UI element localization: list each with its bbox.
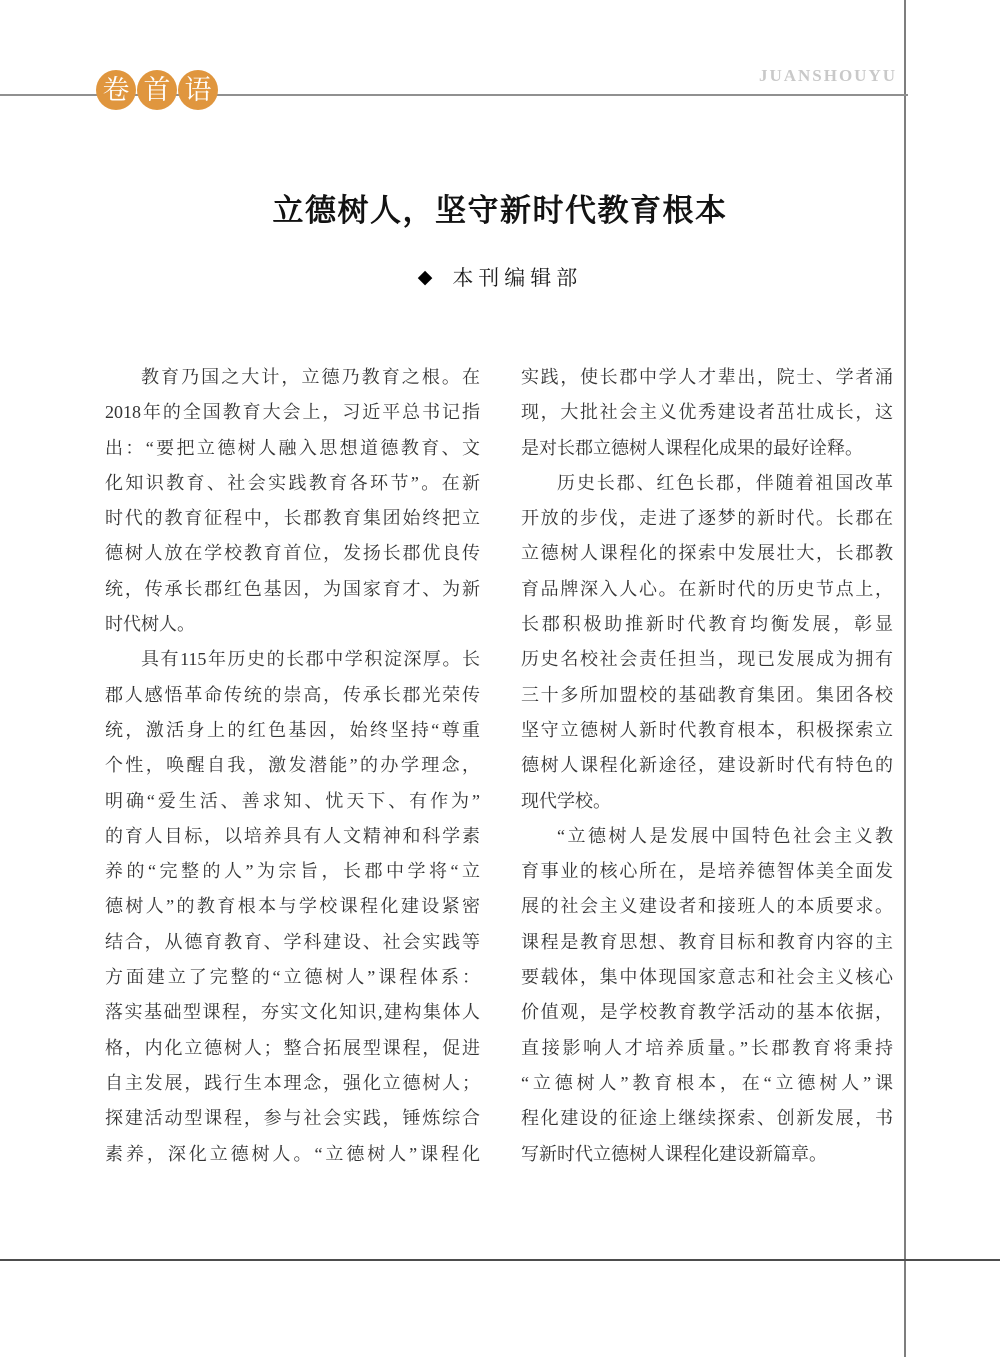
- title-block: [105, 192, 895, 230]
- body-text-line: 现代学校。: [521, 790, 611, 811]
- body-text-line: 教育乃国之大计，立德乃教育之根。在: [141, 367, 480, 387]
- body-text-line: 实践，使长郡中学人才辈出，院士、学者涌: [521, 367, 893, 387]
- body-text-line: 开放的步伐，走进了逐梦的新时代。长郡在: [521, 508, 893, 529]
- body-text-line: 是对长郡立德树人课程化成果的最好诠释。: [521, 437, 863, 458]
- body-text-line: 明确“爱生活、善求知、忧天下、有作为”: [105, 790, 480, 811]
- body-text-line: 自主发展，践行生本理念，强化立德树人；: [105, 1072, 480, 1093]
- body-text-line: 现，大批社会主义优秀建设者茁壮成长，这: [521, 402, 893, 423]
- body-text-line: 落实基础型课程，夯实文化知识,建构集体人: [105, 1002, 480, 1023]
- seal-circle: 语: [178, 70, 218, 110]
- byline: [105, 262, 895, 292]
- body-text-line: 结合，从德育教育、学科建设、社会实践等: [105, 931, 480, 952]
- body-text-line: 价值观，是学校教育教学活动的基本依据，: [521, 1002, 893, 1023]
- body-text-line: 具有115年历史的长郡中学积淀深厚。长: [141, 649, 480, 670]
- body-text-line: 化知识教育、社会实践教育各环节”。在新: [105, 472, 480, 493]
- body-text-line: “立德树人”教育根本，在“立德树人”课: [521, 1072, 893, 1093]
- body-text-line: 要载体，集中体现国家意志和社会主义核心: [521, 967, 893, 988]
- byline-author: 本刊编辑部: [452, 266, 583, 290]
- body-column-right: [521, 360, 893, 1172]
- section-seal-logo: [96, 70, 219, 110]
- body-text-line: 统，激活身上的红色基因，始终坚持“尊重: [105, 719, 480, 740]
- body-text-line: 展的社会主义建设者和接班人的本质要求。: [521, 896, 893, 917]
- body-text-line: 德树人”的教育根本与学校课程化建设紧密: [105, 896, 480, 917]
- bottom-rule: [0, 1259, 1000, 1261]
- body-text-line: “立德树人是发展中国特色社会主义教: [557, 825, 893, 846]
- body-text-line: 德树人课程化新途径，建设新时代有特色的: [521, 755, 893, 776]
- seal-circle: 卷: [96, 70, 136, 110]
- body-text-line: 育品牌深入人心。在新时代的历史节点上，: [521, 578, 893, 599]
- journal-name-latin: JUANSHOUYU: [758, 66, 897, 85]
- body-text-line: 方面建立了完整的“立德树人”课程体系：: [105, 967, 480, 988]
- body-text-line: 时代树人。: [105, 614, 195, 635]
- seal-circle: 首: [137, 70, 177, 110]
- body-text-line: 历史名校社会责任担当，现已发展成为拥有: [521, 649, 893, 670]
- body-text: [105, 360, 893, 1172]
- body-text-line: 课程是教育思想、教育目标和教育内容的主: [521, 931, 893, 952]
- body-text-line: 历史长郡、红色长郡，伴随着祖国改革: [557, 472, 893, 493]
- body-text-line: 出：“要把立德树人融入思想道德教育、文: [105, 437, 480, 458]
- body-text-line: 统，传承长郡红色基因，为国家育才、为新: [105, 578, 480, 599]
- body-text-line: 格，内化立德树人；整合拓展型课程，促进: [105, 1037, 480, 1058]
- diamond-icon: ◆: [417, 266, 433, 288]
- body-text-line: 郡人感悟革命传统的崇高，传承长郡光荣传: [105, 684, 480, 705]
- body-text-line: 三十多所加盟校的基础教育集团。集团各校: [521, 684, 893, 705]
- body-text-line: 育事业的核心所在，是培养德智体美全面发: [521, 861, 893, 882]
- right-vertical-rule: [904, 0, 906, 1357]
- body-text-line: 程化建设的征途上继续探索、创新发展，书: [521, 1108, 893, 1129]
- article-title: 立德树人，坚守新时代教育根本: [272, 193, 728, 228]
- body-column-left: [105, 360, 480, 1172]
- body-text-line: 的育人目标，以培养具有人文精神和科学素: [105, 825, 480, 846]
- body-text-line: 探建活动型课程，参与社会实践，锤炼综合: [105, 1108, 480, 1129]
- body-text-line: 立德树人课程化的探索中发展壮大，长郡教: [521, 543, 893, 564]
- body-text-line: 养的“完整的人”为宗旨，长郡中学将“立: [105, 861, 480, 882]
- body-text-line: 时代的教育征程中，长郡教育集团始终把立: [105, 508, 480, 529]
- body-text-line: 写新时代立德树人课程化建设新篇章。: [521, 1143, 827, 1164]
- body-text-line: 德树人放在学校教育首位，发扬长郡优良传: [105, 543, 480, 564]
- body-text-line: 直接影响人才培养质量。”长郡教育将秉持: [521, 1037, 893, 1058]
- body-text-line: 坚守立德树人新时代教育根本，积极探索立: [521, 719, 893, 740]
- body-text-line: 2018年的全国教育大会上，习近平总书记指: [105, 402, 480, 423]
- body-text-line: 长郡积极助推新时代教育均衡发展，彰显: [521, 614, 893, 635]
- body-text-line: 素养，深化立德树人。“立德树人”课程化: [105, 1143, 480, 1164]
- body-text-line: 个性，唤醒自我，激发潜能”的办学理念，: [105, 755, 480, 776]
